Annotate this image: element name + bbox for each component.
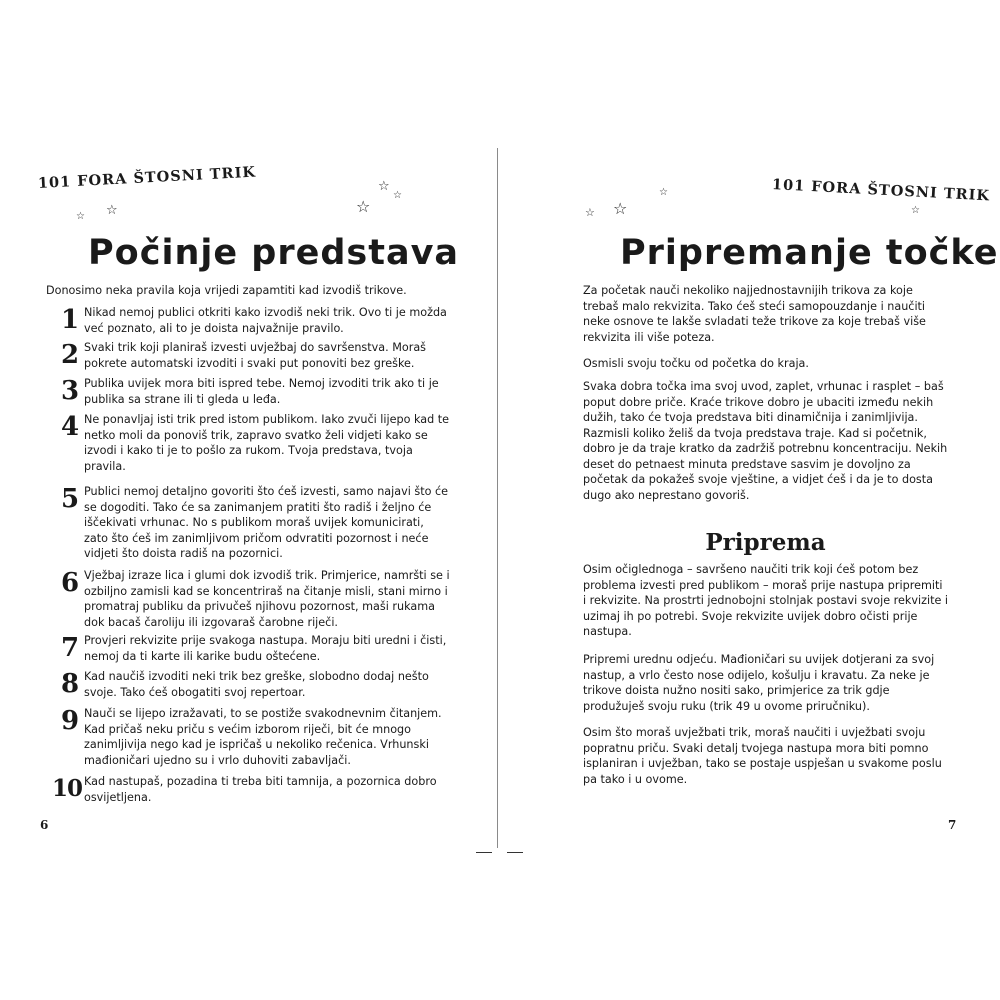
- rule-text: Nikad nemoj publici otkriti kako izvodiš neki trik. Ovo ti je možda već poznato, ali to je doista najvažnije pravilo.: [84, 306, 447, 335]
- gutter-mark-left: [476, 852, 492, 853]
- rule-text: Kad nastupaš, pozadina ti treba biti tamnija, a pozornica dobro osvijetljena.: [84, 775, 437, 804]
- page-number-left: 6: [40, 818, 49, 832]
- rule-text: Svaki trik koji planiraš izvesti uvježbaj do savršenstva. Moraš pokrete automatski izvoditi i svaki put ponoviti bez greške.: [84, 341, 427, 370]
- intro-text: Donosimo neka pravila koja vrijedi zapamtiti kad izvodiš trikove.: [46, 284, 407, 297]
- star-icon: ☆: [106, 203, 118, 218]
- rule-number: 4: [60, 412, 80, 442]
- rule-number: 9: [60, 706, 80, 736]
- page-title-left: Počinje predstava: [88, 233, 459, 273]
- page-gutter: [497, 148, 498, 848]
- rule-number: 6: [60, 568, 80, 598]
- rule-number: 1: [60, 305, 80, 335]
- paragraph: Osim očiglednoga – savršeno naučiti trik koji ćeš potom bez problema izvesti pred publikom – moraš prije nastupa pripremiti i rekvizite. Na prostrti jednobojni stolnjak postavi svoje rekvizite i uzimaj ih po potrebi. Svoje rekvizite uvijek dobro očisti prije nastupa.: [583, 563, 949, 638]
- star-icon: ☆: [659, 187, 668, 198]
- rule-text: Ne ponavljaj isti trik pred istom publikom. Iako zvuči lijepo kad te netko moli da ponoviš trik, zapravo svatko želi vidjeti kako se izvodi i kako ti je to pošlo za rukom. Tvoja predstava, tvoja pravila.: [84, 413, 450, 473]
- rule-text: Kad naučiš izvoditi neki trik bez greške, slobodno dodaj nešto svoje. Tako ćeš obogatiti svoj repertoar.: [84, 670, 429, 699]
- rule-text: Nauči se lijepo izražavati, to se postiže svakodnevnim čitanjem. Kad pričaš neku priču s većim izborom riječi, bit će mnogo zanimljivija nego kad je ispričaš u nekoliko rečenica. Vrhunski mađioničari ujedno su i vrlo duhoviti zabavljači.: [84, 707, 442, 767]
- star-icon: ☆: [613, 199, 628, 218]
- rule-number: 2: [60, 340, 80, 370]
- star-icon: ☆: [76, 211, 85, 222]
- rule-number: 3: [60, 376, 80, 406]
- star-icon: ☆: [393, 190, 402, 201]
- rule-text: Provjeri rekvizite prije svakoga nastupa. Moraju biti uredni i čisti, nemoj da ti karte ili karike budu oštećene.: [84, 634, 447, 663]
- rule-text: Publika uvijek mora biti ispred tebe. Nemoj izvoditi trik ako ti je publika sa strane ili ti gleda u leđa.: [84, 377, 439, 406]
- rule-number: 8: [60, 669, 80, 699]
- rule-number: 5: [60, 484, 80, 514]
- rule-number: 10: [51, 775, 82, 802]
- star-icon: ☆: [356, 197, 371, 216]
- page-number-right: 7: [948, 818, 957, 832]
- running-header-left: 101 FORA ŠTOSNI TRIK: [37, 163, 257, 192]
- running-header-right: 101 FORA ŠTOSNI TRIK: [771, 176, 991, 205]
- paragraph: Osmisli svoju točku od početka do kraja.: [583, 357, 809, 370]
- paragraph: Svaka dobra točka ima svoj uvod, zaplet, vrhunac i rasplet – baš poput dobre priče. Kraće trikove dobro je ubaciti između nekih dužih, tako će tvoja predstava biti dinamičnija i zanimljivija. Razmisli koliko želiš da tvoja predstava traje. Kad si početnik, dobro je da traje kratko da zadržiš potrebnu koncentraciju. Nekih deset do petnaest minuta predstave sasvim je dovoljno za početak da pokažeš svoje vještine, a vidjet ćeš i da je to dosta dugo ako neprestano govoriš.: [583, 380, 948, 502]
- gutter-mark-right: [507, 852, 523, 853]
- rule-text: Vježbaj izraze lica i glumi dok izvodiš trik. Primjerice, namršti se i ozbiljno zamisli kad se koncentriraš na čitanje misli, stani mirno i promatraj publiku da privučeš njihovu pozornost, maši rukama dok bacaš čaroliju ili izgovaraš čarobne riječi.: [84, 569, 450, 629]
- star-icon: ☆: [911, 205, 920, 216]
- paragraph: Osim što moraš uvježbati trik, moraš naučiti i uvježbati svoju popratnu priču. Svaki detalj tvojega nastupa mora biti pomno isplaniran i uvježban, tako se postaje uspješan u svakome poslu pa tako i u ovome.: [583, 726, 942, 786]
- paragraph: Pripremi urednu odjeću. Mađioničari su uvijek dotjerani za svoj nastup, a vrlo često nose odijelo, košulju i kravatu. Za neke je trikove doista nužno nositi sako, primjerice za trik gdje produžuješ svoju ruku (trik 49 u ovome priručniku).: [583, 653, 935, 713]
- paragraph: Za početak nauči nekoliko najjednostavnijih trikova za koje trebaš malo rekvizita. Tako ćeš steći samopouzdanje i naučiti neke osnove te lakše svladati teže trikove za koje trebaš više rekvizita ili više poteza.: [583, 284, 926, 344]
- page-title-right: Pripremanje točke: [620, 233, 999, 273]
- star-icon: ☆: [585, 206, 595, 219]
- rule-number: 7: [60, 633, 80, 663]
- subheading: Priprema: [705, 529, 826, 556]
- star-icon: ☆: [378, 179, 390, 194]
- rule-text: Publici nemoj detaljno govoriti što ćeš izvesti, samo najavi što će se dogoditi. Tako će sa zanimanjem pratiti što radiš i željno će iščekivati vrhunac. No s publikom moraš uvijek komunicirati, zato što ćeš im zanimljivom pričom odvratiti pozornost i neće vidjeti što doista radiš na pozornici.: [84, 485, 449, 560]
